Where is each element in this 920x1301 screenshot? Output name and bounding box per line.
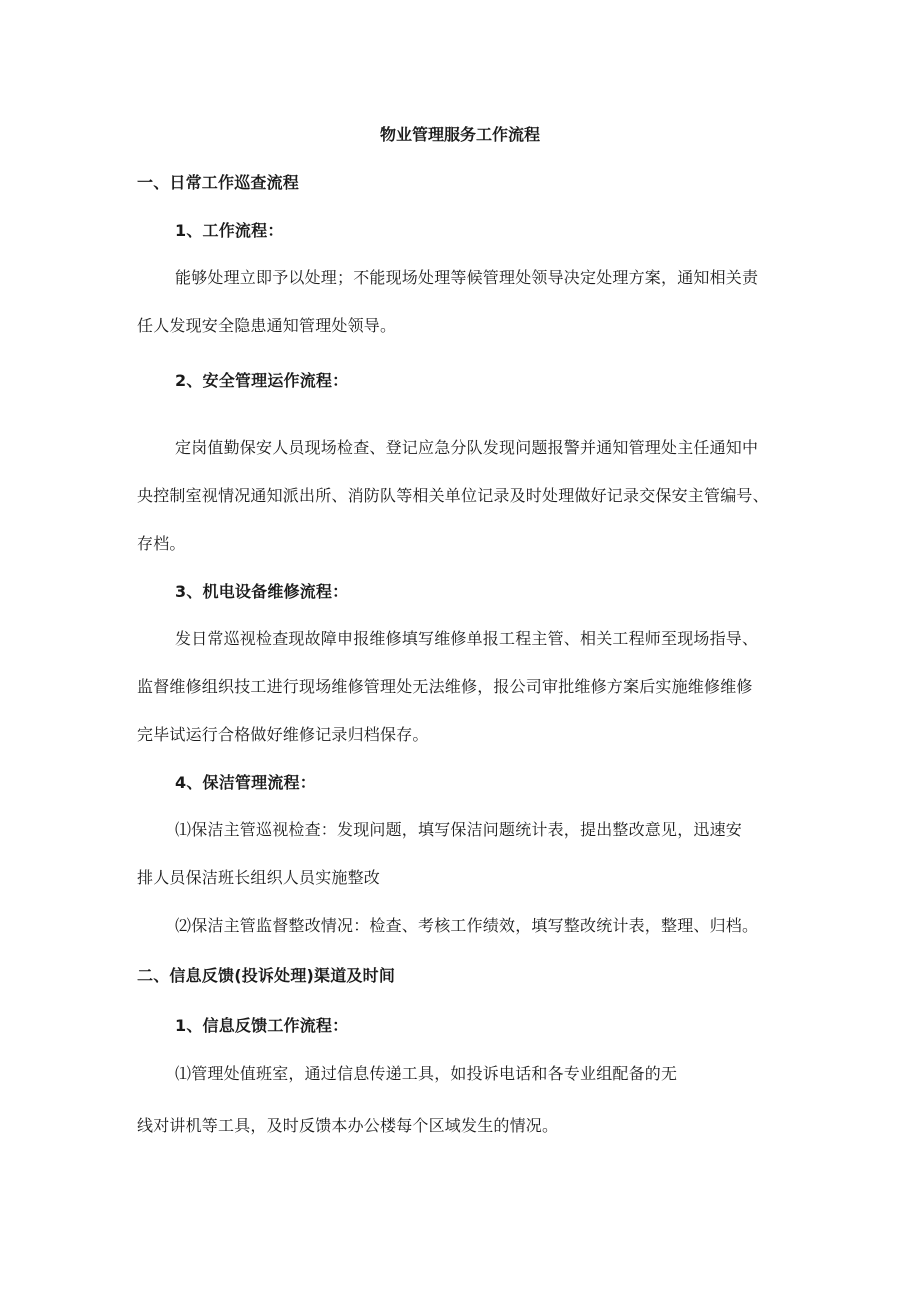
paragraph-line: ⑴保洁主管巡视检查：发现问题，填写保洁问题统计表，提出整改意见，迅速安 <box>175 820 743 839</box>
subsection-1-3-heading: 3、机电设备维修流程： <box>175 582 349 601</box>
paragraph-line: ⑴管理处值班室，通过信息传递工具，如投诉电话和各专业组配备的无 <box>175 1064 678 1083</box>
section-2-heading: 二、信息反馈(投诉处理)渠道及时间 <box>137 966 396 985</box>
subsection-1-4-heading: 4、保洁管理流程： <box>175 773 316 792</box>
paragraph-line: 存档。 <box>137 534 186 553</box>
paragraph-line: 线对讲机等工具，及时反馈本办公楼每个区域发生的情况。 <box>137 1116 559 1135</box>
paragraph-line: 发日常巡视检查现故障申报维修填写维修单报工程主管、相关工程师至现场指导、 <box>175 629 759 648</box>
paragraph-line: 排人员保洁班长组织人员实施整改 <box>137 868 381 887</box>
section-1-heading: 一、日常工作巡查流程 <box>137 173 300 192</box>
paragraph-line: 完毕试运行合格做好维修记录归档保存。 <box>137 725 429 744</box>
paragraph-line: ⑵保洁主管监督整改情况：检查、考核工作绩效，填写整改统计表，整理、归档。 <box>175 916 759 935</box>
subsection-2-1-heading: 1、信息反馈工作流程： <box>175 1016 349 1035</box>
subsection-1-2-heading: 2、安全管理运作流程： <box>175 371 349 390</box>
paragraph-line: 监督维修组织技工进行现场维修管理处无法维修，报公司审批维修方案后实施维修维修 <box>137 677 753 696</box>
paragraph-line: 央控制室视情况通知派出所、消防队等相关单位记录及时处理做好记录交保安主管编号、 <box>137 486 769 505</box>
paragraph-line: 定岗值勤保安人员现场检查、登记应急分队发现问题报警并通知管理处主任通知中 <box>175 438 759 457</box>
paragraph-line: 任人发现安全隐患通知管理处领导。 <box>137 316 397 335</box>
document-title: 物业管理服务工作流程 <box>379 125 540 144</box>
subsection-1-1-heading: 1、工作流程： <box>175 221 284 240</box>
paragraph-line: 能够处理立即予以处理；不能现场处理等候管理处领导决定处理方案，通知相关责 <box>175 268 759 287</box>
